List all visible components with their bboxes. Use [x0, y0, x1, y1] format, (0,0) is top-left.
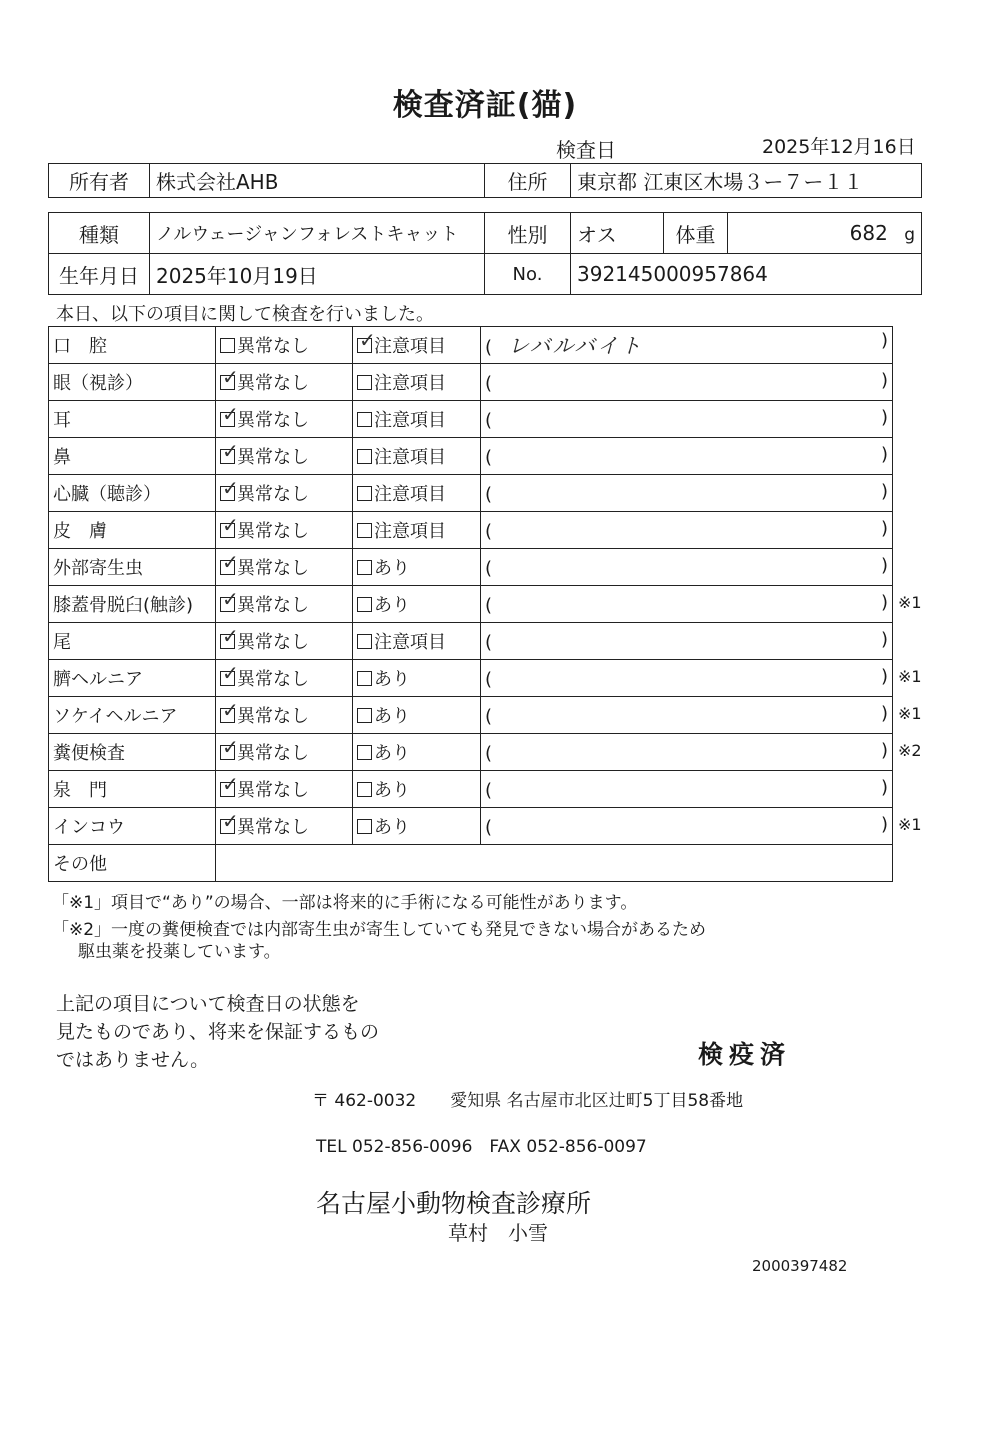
exam-comment-cell — [481, 660, 893, 697]
exam-ok-cell — [216, 623, 353, 660]
ok-option[interactable] — [220, 624, 309, 654]
ok-checkbox[interactable] — [220, 338, 235, 353]
ok-label: 異常なし — [237, 632, 309, 653]
ok-option[interactable] — [220, 365, 309, 395]
ok-option[interactable] — [220, 735, 309, 765]
exam-row — [49, 401, 893, 438]
weight-cell — [728, 213, 922, 254]
footnote-marker: ※1 — [898, 815, 922, 834]
other-label: その他 — [49, 845, 216, 882]
exam-item-label-text: 膝蓋骨脱臼(触診) — [53, 595, 194, 616]
ok-label: 異常なし — [237, 410, 309, 431]
exam-ok-cell — [216, 475, 353, 512]
footnote-marker: ※1 — [898, 667, 922, 686]
footnote-marker: ※2 — [898, 741, 922, 760]
exam-opt2-cell — [353, 808, 481, 845]
attention-option[interactable] — [357, 554, 410, 580]
exam-comment-cell — [481, 808, 893, 845]
clinic-address: 〒 462-0032 愛知県 名古屋市北区辻町5丁目58番地 — [312, 1091, 744, 1111]
attention-label: 注意項目 — [374, 521, 446, 542]
exam-item-label — [49, 734, 216, 771]
ok-checkbox[interactable] — [220, 772, 239, 797]
attention-label: 注意項目 — [374, 336, 446, 357]
comment-parens: ( ) — [485, 703, 888, 727]
dob-value: 2025年10月19日 — [150, 254, 485, 295]
exam-item-label — [49, 586, 216, 623]
exam-item-label — [49, 327, 216, 364]
exam-comment-cell — [481, 549, 893, 586]
exam-date-label: 検査日 — [556, 138, 616, 162]
no-label: No. — [485, 254, 571, 295]
attention-checkbox[interactable] — [357, 708, 372, 723]
exam-item-label-text: ソケイヘルニア — [53, 706, 178, 727]
weight-unit: g — [904, 225, 915, 245]
exam-comment-cell — [481, 734, 893, 771]
exam-ok-cell — [216, 734, 353, 771]
comment-parens: ( ) — [485, 481, 888, 505]
ok-checkbox[interactable] — [220, 513, 239, 538]
exam-row — [49, 327, 893, 364]
exam-row — [49, 623, 893, 660]
exam-item-label — [49, 512, 216, 549]
attention-option[interactable] — [357, 517, 446, 543]
ok-label: 異常なし — [237, 595, 309, 616]
attention-checkbox[interactable] — [357, 375, 372, 390]
exam-row — [49, 364, 893, 401]
exam-comment-cell — [481, 401, 893, 438]
exam-ok-cell — [216, 586, 353, 623]
attention-option[interactable] — [357, 739, 410, 765]
attention-label: 注意項目 — [374, 373, 446, 394]
owner-value: 株式会社AHB — [150, 164, 485, 198]
exam-ok-cell — [216, 771, 353, 808]
attention-checkbox[interactable] — [357, 486, 372, 501]
exam-item-label — [49, 475, 216, 512]
checkmark-icon: ✓ — [222, 402, 239, 426]
exam-row — [49, 808, 893, 845]
weight-label: 体重 — [664, 213, 728, 254]
comment-parens: ( ) — [485, 444, 888, 468]
exam-comment: レバルバイト — [508, 334, 644, 358]
owner-table — [48, 163, 922, 198]
exam-item-label-text: 眼（視診） — [53, 373, 143, 394]
exam-comment-cell — [481, 697, 893, 734]
ok-option[interactable] — [220, 550, 309, 580]
attention-checkbox[interactable] — [357, 449, 372, 464]
attention-option[interactable] — [357, 406, 446, 432]
exam-opt2-cell — [353, 660, 481, 697]
exam-item-label — [49, 549, 216, 586]
exam-ok-cell — [216, 401, 353, 438]
ok-label: 異常なし — [237, 447, 309, 468]
address-label: 住所 — [485, 164, 571, 198]
checkmark-icon: ✓ — [222, 476, 239, 500]
ok-label: 異常なし — [237, 484, 309, 505]
ok-option[interactable] — [220, 661, 309, 691]
attention-label: あり — [374, 558, 410, 579]
exam-item-label — [49, 697, 216, 734]
exam-row — [49, 438, 893, 475]
exam-date: 2025年12月16日 — [762, 136, 916, 158]
exam-opt2-cell — [353, 771, 481, 808]
exam-item-label-text: 泉 門 — [53, 780, 107, 801]
footnote-1: 「※1」項目で“あり”の場合、一部は将来的に手術になる可能性があります。 — [52, 893, 638, 913]
exam-item-label-text: 口 腔 — [53, 336, 107, 357]
comment-parens: ( ) — [485, 814, 888, 838]
document-number: 2000397482 — [752, 1257, 848, 1275]
sex-value: オス — [571, 213, 664, 254]
attention-option[interactable] — [357, 702, 410, 728]
exam-item-label — [49, 401, 216, 438]
exam-item-label — [49, 660, 216, 697]
exam-opt2-cell — [353, 697, 481, 734]
checkmark-icon: ✓ — [222, 772, 239, 796]
ok-option[interactable] — [220, 587, 309, 617]
ok-option[interactable] — [220, 513, 309, 543]
exam-item-label-text: 臍ヘルニア — [53, 669, 143, 690]
ok-checkbox[interactable] — [220, 402, 239, 427]
checkmark-icon: ✓ — [222, 550, 239, 574]
ok-option[interactable] — [220, 332, 309, 358]
pet-table — [48, 212, 922, 295]
exam-row — [49, 549, 893, 586]
attention-checkbox[interactable] — [357, 560, 372, 575]
dob-label: 生年月日 — [49, 254, 150, 295]
exam-opt2-cell — [353, 623, 481, 660]
exam-opt2-cell — [353, 549, 481, 586]
exam-comment-cell — [481, 364, 893, 401]
exam-opt2-cell — [353, 586, 481, 623]
exam-opt2-cell — [353, 734, 481, 771]
breed-label: 種類 — [49, 213, 150, 254]
attention-checkbox[interactable] — [357, 745, 372, 760]
exam-opt2-cell — [353, 401, 481, 438]
checkmark-icon: ✓ — [359, 328, 376, 352]
exam-ok-cell — [216, 808, 353, 845]
exam-ok-cell — [216, 549, 353, 586]
ok-option[interactable] — [220, 698, 309, 728]
exam-opt2-cell — [353, 364, 481, 401]
attention-option[interactable] — [357, 443, 446, 469]
attention-option[interactable] — [357, 665, 410, 691]
comment-parens: ( ) — [485, 518, 888, 542]
comment-parens: ( ) — [485, 592, 888, 616]
ok-checkbox[interactable] — [220, 809, 239, 834]
attention-label: あり — [374, 817, 410, 838]
exam-comment-cell — [481, 771, 893, 808]
exam-opt2-cell — [353, 438, 481, 475]
attention-checkbox[interactable] — [357, 819, 372, 834]
exam-table — [48, 326, 893, 882]
exam-item-label-text: 皮 膚 — [53, 521, 107, 542]
comment-parens: ( ) — [485, 666, 888, 690]
exam-ok-cell — [216, 364, 353, 401]
exam-item-label — [49, 623, 216, 660]
ok-label: 異常なし — [237, 336, 309, 357]
attention-option[interactable] — [357, 369, 446, 395]
exam-row — [49, 734, 893, 771]
attention-checkbox[interactable] — [357, 328, 376, 353]
checkmark-icon: ✓ — [222, 439, 239, 463]
ok-label: 異常なし — [237, 558, 309, 579]
ok-label: 異常なし — [237, 706, 309, 727]
ok-checkbox[interactable] — [220, 476, 239, 501]
ok-option[interactable] — [220, 476, 309, 506]
veterinarian-name: 草村 小雪 — [448, 1221, 548, 1245]
checkmark-icon: ✓ — [222, 661, 239, 685]
exam-item-label — [49, 438, 216, 475]
checkmark-icon: ✓ — [222, 698, 239, 722]
ok-checkbox[interactable] — [220, 587, 239, 612]
comment-parens: ( ) — [485, 555, 888, 579]
attention-checkbox[interactable] — [357, 523, 372, 538]
attention-label: あり — [374, 780, 410, 801]
checkmark-icon: ✓ — [222, 735, 239, 759]
ok-checkbox[interactable] — [220, 550, 239, 575]
ok-option[interactable] — [220, 439, 309, 469]
ok-label: 異常なし — [237, 780, 309, 801]
exam-item-label-text: 尾 — [53, 632, 71, 653]
exam-comment-cell — [481, 475, 893, 512]
attention-label: あり — [374, 669, 410, 690]
attention-label: あり — [374, 706, 410, 727]
page-title: 検査済証(猫) — [392, 88, 578, 123]
exam-item-label-text: 耳 — [53, 410, 71, 431]
weight-value: 682 — [849, 221, 888, 245]
sex-label: 性別 — [485, 213, 571, 254]
attention-option[interactable] — [357, 480, 446, 506]
attention-checkbox[interactable] — [357, 671, 372, 686]
footnote-2: 「※2」一度の糞便検査では内部寄生虫が寄生していても発見できない場合があるため — [52, 920, 707, 940]
exam-row — [49, 475, 893, 512]
address-value: 東京都 江東区木場３ー７ー１１ — [571, 164, 922, 198]
attention-option[interactable] — [357, 813, 410, 839]
exam-item-label-text: 外部寄生虫 — [53, 558, 143, 579]
owner-label: 所有者 — [49, 164, 150, 198]
quarantine-stamp: 検疫済 — [698, 1040, 792, 1069]
checkmark-icon: ✓ — [222, 624, 239, 648]
exam-comment-cell — [481, 327, 893, 364]
ok-option[interactable] — [220, 772, 309, 802]
exam-row — [49, 586, 893, 623]
attention-label: 注意項目 — [374, 410, 446, 431]
ok-label: 異常なし — [237, 373, 309, 394]
exam-comment-cell — [481, 512, 893, 549]
exam-opt2-cell — [353, 327, 481, 364]
exam-row — [49, 512, 893, 549]
attention-label: あり — [374, 743, 410, 764]
attention-checkbox[interactable] — [357, 782, 372, 797]
exam-comment-cell — [481, 623, 893, 660]
exam-item-label-text: 鼻 — [53, 447, 71, 468]
other-value — [216, 845, 893, 882]
ok-option[interactable] — [220, 809, 309, 839]
attention-checkbox[interactable] — [357, 412, 372, 427]
attention-label: 注意項目 — [374, 447, 446, 468]
clinic-name: 名古屋小動物検査診療所 — [316, 1189, 592, 1218]
exam-ok-cell — [216, 512, 353, 549]
ok-checkbox[interactable] — [220, 698, 239, 723]
checkmark-icon: ✓ — [222, 809, 239, 833]
checkmark-icon: ✓ — [222, 513, 239, 537]
ok-checkbox[interactable] — [220, 439, 239, 464]
exam-item-label-text: 糞便検査 — [53, 743, 125, 764]
exam-opt2-cell — [353, 512, 481, 549]
clinic-phone: TEL 052-856-0096 FAX 052-856-0097 — [316, 1137, 647, 1157]
ok-checkbox[interactable] — [220, 735, 239, 760]
disclaimer: 上記の項目について検査日の状態を 見たものであり、将来を保証するもの ではありません。 — [56, 993, 380, 1071]
ok-option[interactable] — [220, 402, 309, 432]
breed-value: ノルウェージャンフォレストキャット — [150, 213, 485, 254]
comment-parens: ( ) — [485, 629, 888, 653]
ok-label: 異常なし — [237, 817, 309, 838]
comment-parens: ( ) — [485, 740, 888, 764]
attention-option[interactable] — [357, 628, 446, 654]
exam-row — [49, 697, 893, 734]
footnote-marker: ※1 — [898, 704, 922, 723]
exam-ok-cell — [216, 327, 353, 364]
exam-item-label-text: 心臓（聴診） — [53, 484, 161, 505]
attention-checkbox[interactable] — [357, 597, 372, 612]
ok-checkbox[interactable] — [220, 661, 239, 686]
attention-option[interactable] — [357, 328, 446, 358]
exam-row — [49, 660, 893, 697]
exam-item-label — [49, 364, 216, 401]
exam-item-label — [49, 808, 216, 845]
checkmark-icon: ✓ — [222, 587, 239, 611]
attention-label: 注意項目 — [374, 632, 446, 653]
attention-label: あり — [374, 595, 410, 616]
ok-label: 異常なし — [237, 669, 309, 690]
footnote-2-cont: 駆虫薬を投薬しています。 — [78, 942, 281, 962]
attention-checkbox[interactable] — [357, 634, 372, 649]
no-value: 392145000957864 — [571, 254, 922, 295]
ok-label: 異常なし — [237, 521, 309, 542]
comment-parens: ( ) — [485, 777, 888, 801]
exam-ok-cell — [216, 438, 353, 475]
exam-row — [49, 771, 893, 808]
ok-label: 異常なし — [237, 743, 309, 764]
comment-parens: ( レバルバイト ) — [485, 330, 888, 358]
ok-checkbox[interactable] — [220, 365, 239, 390]
attention-option[interactable] — [357, 776, 410, 802]
exam-item-label-text: インコウ — [53, 817, 125, 838]
attention-option[interactable] — [357, 591, 410, 617]
comment-parens: ( ) — [485, 407, 888, 431]
attention-label: 注意項目 — [374, 484, 446, 505]
exam-opt2-cell — [353, 475, 481, 512]
exam-item-label — [49, 771, 216, 808]
checkmark-icon: ✓ — [222, 365, 239, 389]
exam-ok-cell — [216, 697, 353, 734]
exam-comment-cell — [481, 586, 893, 623]
comment-parens: ( ) — [485, 370, 888, 394]
exam-ok-cell — [216, 660, 353, 697]
footnote-marker: ※1 — [898, 593, 922, 612]
ok-checkbox[interactable] — [220, 624, 239, 649]
exam-comment-cell — [481, 438, 893, 475]
intro-text: 本日、以下の項目に関して検査を行いました。 — [56, 304, 434, 325]
exam-row-other — [49, 845, 893, 882]
